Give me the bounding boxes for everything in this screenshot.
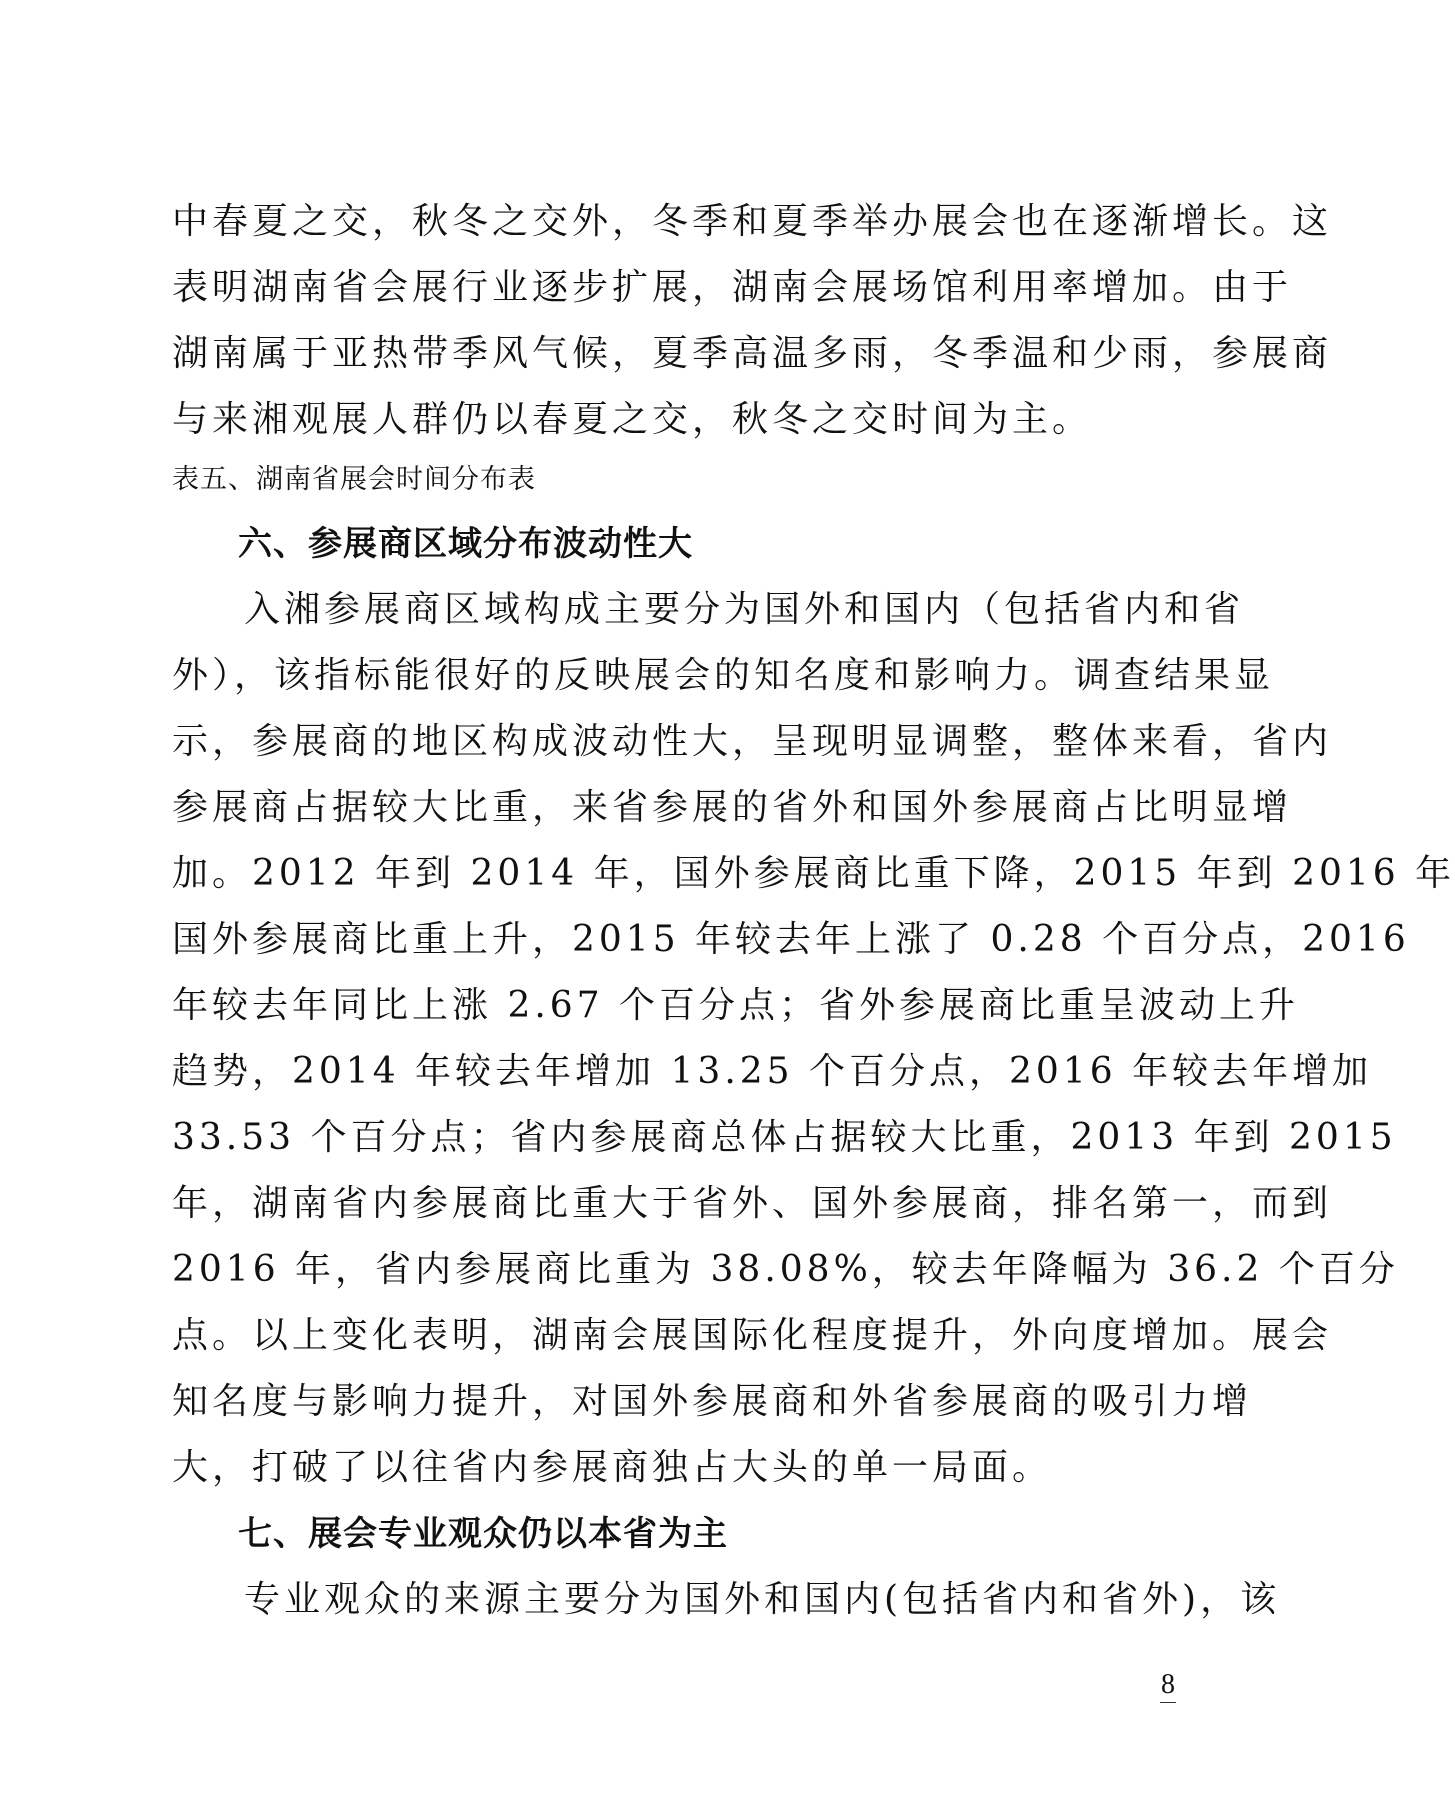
paragraph-line: 点。以上变化表明，湖南会展国际化程度提升，外向度增加。展会 — [172, 1315, 1333, 1356]
paragraph-line: 国外参展商比重上升，2015 年较去年上涨了 0.28 个百分点，2016 — [172, 919, 1410, 960]
paragraph-line: 33.53 个百分点；省内参展商总体占据较大比重，2013 年到 2015 — [172, 1117, 1397, 1158]
paragraph-line: 参展商占据较大比重，来省参展的省外和国外参展商占比明显增 — [172, 787, 1293, 828]
paragraph-line: 与来湘观展人群仍以春夏之交，秋冬之交时间为主。 — [172, 399, 1093, 440]
section-heading: 七、展会专业观众仍以本省为主 — [238, 1514, 728, 1554]
paragraph-line: 2016 年，省内参展商比重为 38.08%，较去年降幅为 36.2 个百分 — [172, 1249, 1399, 1290]
paragraph-line: 湖南属于亚热带季风气候，夏季高温多雨，冬季温和少雨，参展商 — [172, 333, 1333, 374]
paragraph-line: 加。2012 年到 2014 年，国外参展商比重下降，2015 年到 2016 年 — [172, 853, 1455, 894]
paragraph-line: 大，打破了以往省内参展商独占大头的单一局面。 — [172, 1447, 1053, 1488]
paragraph-line: 表明湖南省会展行业逐步扩展，湖南会展场馆利用率增加。由于 — [172, 267, 1293, 308]
paragraph-line: 示，参展商的地区构成波动性大，呈现明显调整，整体来看，省内 — [172, 721, 1333, 762]
paragraph-line: 专业观众的来源主要分为国外和国内(包括省内和省外)，该 — [244, 1579, 1281, 1620]
paragraph-line: 入湘参展商区域构成主要分为国外和国内（包括省内和省 — [244, 589, 1245, 630]
page-number: 8 — [1160, 1668, 1176, 1703]
paragraph-line: 年较去年同比上涨 2.67 个百分点；省外参展商比重呈波动上升 — [172, 985, 1300, 1026]
paragraph-line: 趋势，2014 年较去年增加 13.25 个百分点，2016 年较去年增加 — [172, 1051, 1373, 1092]
paragraph-line: 年，湖南省内参展商比重大于省外、国外参展商，排名第一，而到 — [172, 1183, 1333, 1224]
table-caption: 表五、湖南省展会时间分布表 — [172, 464, 536, 495]
paragraph-line: 知名度与影响力提升，对国外参展商和外省参展商的吸引力增 — [172, 1381, 1253, 1422]
paragraph-line: 中春夏之交，秋冬之交外，冬季和夏季举办展会也在逐渐增长。这 — [172, 201, 1333, 242]
paragraph-line: 外），该指标能很好的反映展会的知名度和影响力。调查结果显 — [172, 655, 1275, 696]
section-heading: 六、参展商区域分布波动性大 — [238, 524, 693, 564]
